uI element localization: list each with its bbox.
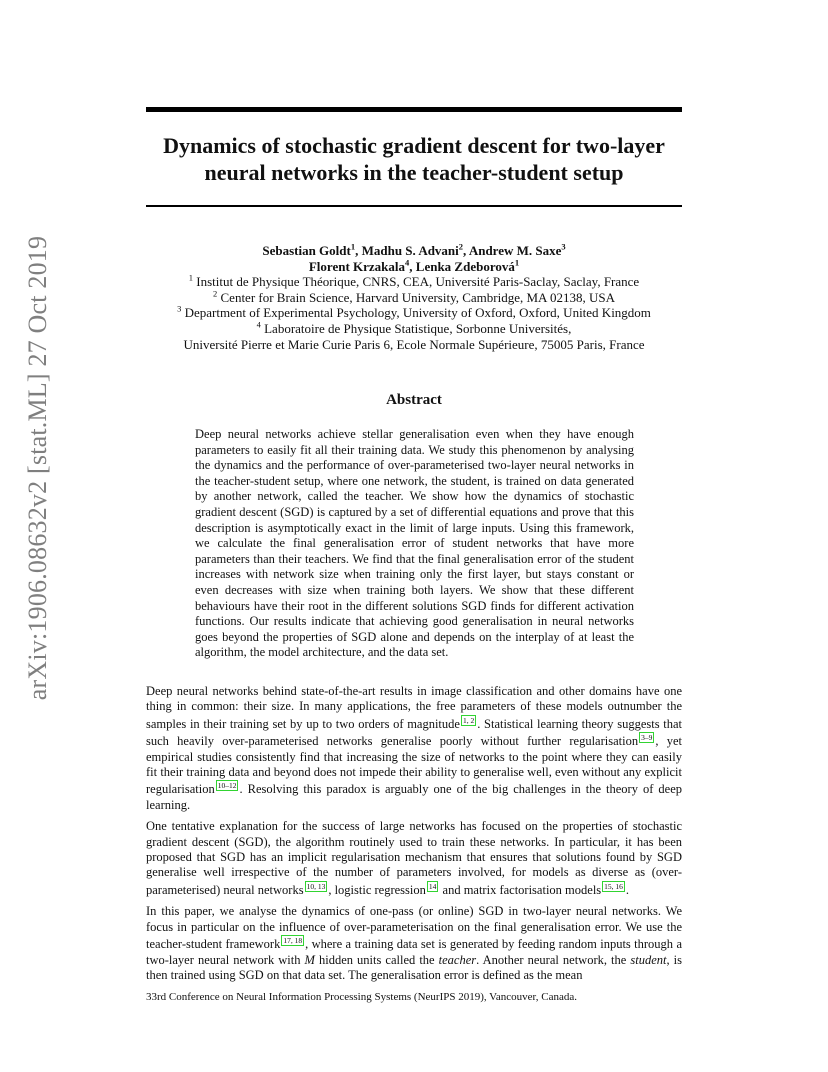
paragraph-text: Deep neural networks behind state-of-the-art results in image classification and other domains have one thing in common: their size. In many applications, the free parameters of these models outnumber the samples in their training set by up to two orders of magnitude (146, 684, 682, 731)
affiliation-text: Laboratoire de Physique Statistique, Sorbonne Universités, (264, 320, 572, 336)
math-symbol: M (304, 952, 315, 967)
affiliation-number: 2 (213, 288, 218, 299)
affiliation-number: 4 (256, 319, 261, 330)
title-line-1: Dynamics of stochastic gradient descent for two-layer (163, 133, 665, 158)
author-affiliation-mark: 1 (350, 241, 356, 252)
author-affiliation-mark: 3 (561, 241, 566, 252)
author-block (120, 243, 708, 352)
author-name: Andrew M. Saxe (468, 243, 562, 258)
affiliation-line (120, 290, 708, 306)
affiliation-text: Department of Experimental Psychology, University of Oxford, Oxford, United Kingdom (184, 305, 651, 321)
author-affiliation-mark: 1 (514, 257, 520, 268)
affiliation-text: Center for Brain Science, Harvard University, Cambridge, MA 02138, USA (220, 289, 615, 305)
author-names (120, 243, 708, 274)
paragraph-text: . Statistical learning theory suggests that such heavily over-parameterised networks generalise poorly without further regularisation (146, 716, 683, 749)
emphasis-text: student (630, 952, 667, 967)
paragraph-text: and matrix factorisation models (439, 882, 602, 897)
body-paragraph (146, 684, 682, 813)
paragraph-text: . Resolving this paradox is arguably one of the big challenges in the theory of deep learning. (146, 782, 682, 812)
citation-link[interactable]: 17, 18 (283, 936, 303, 946)
paragraph-text: hidden units called the (314, 952, 439, 967)
paragraph-text: , yet empirical studies consistently find that increasing the size of networks to the point where they can easily fit their training data and beyond does not impede their ability to generalise well, even without any explicit regularisation (146, 734, 683, 797)
affiliation-text: Université Pierre et Marie Curie Paris 6, Ecole Normale Supérieure, 75005 Paris, France (183, 336, 645, 352)
paper-title (146, 132, 682, 186)
abstract-heading: Abstract (386, 392, 442, 408)
paragraph-text: , where a training data set is generated by feeding random inputs through a two-layer neural network with (146, 937, 682, 967)
paragraph-text: , logistic regression (328, 882, 426, 897)
citation-link[interactable]: 10–12 (217, 781, 237, 791)
conference-footnote: 33rd Conference on Neural Information Processing Systems (NeurIPS 2019), Vancouver, Canada. (146, 991, 578, 1003)
citation-link[interactable]: 15, 16 (604, 881, 623, 891)
affiliation-text: Institut de Physique Théorique, CNRS, CEA, Université Paris-Saclay, Saclay, France (196, 274, 640, 290)
body-text (146, 684, 682, 989)
paragraph-text: . (625, 882, 630, 897)
paragraph-text: , is then trained using SGD on that data set. The generalisation error is defined as the mean (146, 952, 682, 982)
author-separator: , (409, 258, 416, 274)
abstract-text: Deep neural networks achieve stellar generalisation even when they have enough parameters to easily fit all their training data. We study this phenomenon by analysing the dynamics and the performance of over-parameterised two-layer neural networks in the teacher-student setup, where one network, the student, is trained on data generated by another network, called the teacher. We show how the dynamics of stochastic gradient descent (SGD) is captured by a set of differential equations and prove that this description is asymptotically exact in the limit of large inputs. Using this framework, we calculate the final generalisation error of student networks that have more parameters than their teachers. We find that the final generalisation error of the student increases with network size when training only the first layer, but stays constant or even decreases with size when training both layers. We show that these different behaviours have their root in the different solutions SGD finds for different activation functions. Our results indicate that achieving good generalisation in neural networks goes beyond the properties of SGD alone and depends on the interplay of at least the algorithm, the model architecture, and the data set. (195, 427, 634, 660)
author-name: Madhu S. Advani (361, 243, 459, 258)
title-rule-top (146, 107, 682, 112)
title-line-2: neural networks in the teacher-student setup (204, 160, 624, 185)
paragraph-text: In this paper, we analyse the dynamics of one-pass (or online) SGD in two-layer neural networks. We focus in particular on the influence of over-parameterisation on the final generalisation error. We use the teacher-student framework (146, 904, 682, 952)
citation-link[interactable]: 1, 2 (462, 715, 475, 725)
affiliation-line (120, 274, 708, 290)
arxiv-identifier-stamp: arXiv:1906.08632v2 [stat.ML] 27 Oct 2019 (23, 235, 52, 701)
citation-link[interactable]: 14 (428, 881, 437, 891)
affiliation-number: 1 (188, 272, 194, 283)
affiliation-number: 3 (177, 304, 182, 315)
author-name: Florent Krzakala (308, 258, 406, 274)
author-name: Lenka Zdeborová (415, 258, 515, 274)
author-affiliation-mark: 2 (458, 241, 464, 252)
author-separator: , (463, 243, 469, 258)
title-rule-bottom (146, 205, 682, 207)
affiliation-line (120, 337, 708, 353)
author-affiliation-mark: 4 (405, 257, 410, 268)
body-paragraph (146, 819, 682, 898)
body-paragraph (146, 904, 682, 983)
citation-link[interactable]: 10, 13 (306, 881, 326, 891)
paragraph-text: . Another neural network, the (476, 952, 631, 967)
author-separator: , (355, 243, 362, 258)
emphasis-text: teacher (438, 952, 477, 967)
paragraph-text: One tentative explanation for the success of large networks has focused on the properties of stochastic gradient descent (SGD), the algorithm routinely used to train these networks. In particular, it has been proposed that SGD has an implicit regularisation mechanism that ensures that solutions found by SGD generalise well irrespective of the number of parameters involved, for models as diverse as (over-parameterised) neural networks (146, 819, 682, 897)
affiliation-line (120, 321, 708, 337)
citation-link[interactable]: 3–9 (641, 733, 653, 743)
author-name: Sebastian Goldt (262, 243, 351, 258)
affiliation-line (120, 305, 708, 321)
